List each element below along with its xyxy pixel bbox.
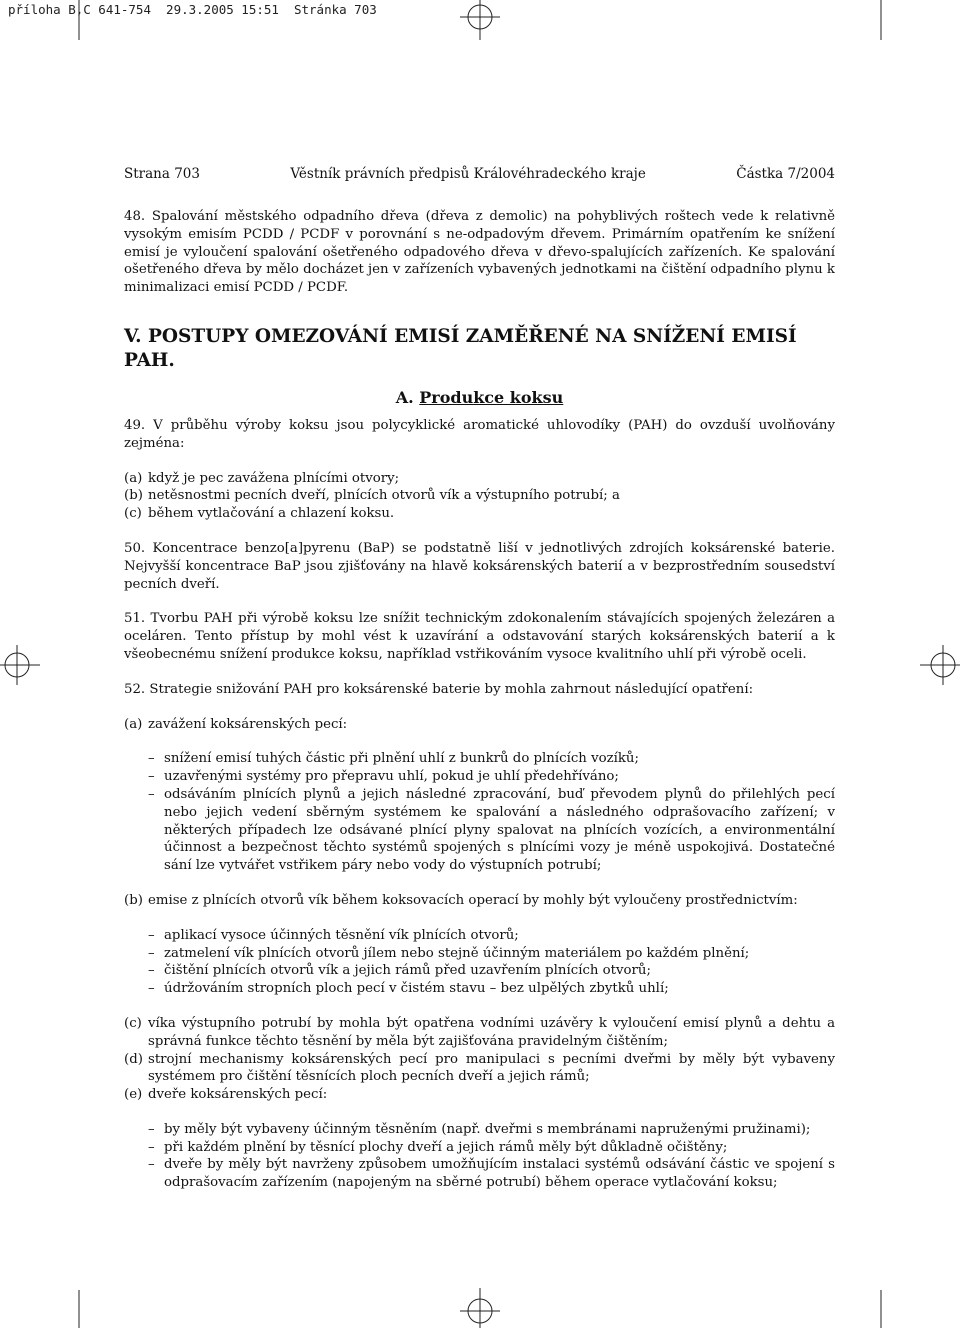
bullet-dash: – <box>148 927 155 943</box>
crop-mark-bottom-left <box>78 1290 80 1328</box>
paragraph-50: 50. Koncentrace benzo[a]pyrenu (BaP) se podstatně liší v jednotlivých zdrojích koksárenské baterie. Nejvyšší koncentrace BaP jsou zjišťovány na hlavě koksárenských baterií a v bezprostředním sousedství pecních dveří. <box>124 540 835 592</box>
bullet-dash: – <box>148 786 155 802</box>
list-label: (a) <box>124 716 143 732</box>
bullet-text: odsáváním plnících plynů a jejich následné zpracování, buď převodem plynů do přilehlých pecí nebo jejich vedení sběrným systémem ke spalování a následného odprašovacího zařízení; v některých případech lze odsávané plnící plyny spalovat na plnících vozících, a environmentální účinnost a bezpečnost těchto systémů spojených s plnícími vozy je méně uspokojivá. Dostatečné sání lze vytvářet vstřikem páry nebo vody do výstupních potrubí; <box>164 786 835 874</box>
bullet-text: aplikací vysoce účinných těsnění vík plnících otvorů; <box>164 927 519 943</box>
bullet-text: snížení emisí tuhých částic při plnění uhlí z bunkrů do plnících vozíků; <box>164 751 639 767</box>
list-item <box>124 470 835 488</box>
header-page-number: Strana 703 <box>124 166 200 182</box>
registration-mark-top <box>455 0 505 42</box>
crop-mark-top-left <box>78 0 80 40</box>
list-item <box>124 892 835 910</box>
bullet-item <box>124 786 835 875</box>
list-text: strojní mechanismy koksárenských pecí pro manipulaci s pecními dveřmi by měly být vybaveny systémem pro čištění těsnících ploch pecních dveří a jejich rámů; <box>148 1051 835 1085</box>
list-label: (c) <box>124 1015 142 1031</box>
bullet-text: při každém plnění by těsnící plochy dveří a jejich rámů měly být důkladně očištěny; <box>164 1139 728 1155</box>
list-label: (d) <box>124 1051 143 1067</box>
registration-mark-bottom <box>455 1286 505 1328</box>
registration-mark-left <box>0 640 42 690</box>
bullet-dash: – <box>148 981 155 997</box>
bullet-text: uzavřenými systémy pro přepravu uhlí, pokud je uhlí předehříváno; <box>164 769 619 785</box>
header-issue: Částka 7/2004 <box>736 166 835 182</box>
document-body <box>124 208 835 1192</box>
list-item <box>124 505 835 523</box>
bullet-item <box>124 927 835 945</box>
section-title: V. POSTUPY OMEZOVÁNÍ EMISÍ ZAMĚŘENÉ NA SNÍŽENÍ EMISÍ PAH. <box>124 325 797 371</box>
list-label: (b) <box>124 892 143 908</box>
header-publication-title: Věstník právních předpisů Královéhradeckého kraje <box>290 166 646 182</box>
bullet-dash: – <box>148 769 155 785</box>
subsection-title <box>124 387 835 409</box>
bullet-dash: – <box>148 1121 155 1137</box>
list-text: netěsnostmi pecních dveří, plnících otvorů vík a výstupního potrubí; a <box>148 488 620 504</box>
list-item <box>124 487 835 505</box>
paragraph-52: 52. Strategie snižování PAH pro koksárenské baterie by mohla zahrnout následující opatření: <box>124 681 754 697</box>
list-label: (c) <box>124 506 142 522</box>
list-label: (e) <box>124 1087 143 1103</box>
list-text: víka výstupního potrubí by mohla být opatřena vodními uzávěry k vyloučení emisí plynů a dehtu a správná funkce těchto těsnění by měla být zajišťována pravidelným čištěním; <box>148 1015 835 1049</box>
list-label: (b) <box>124 488 143 504</box>
bullet-item <box>124 768 835 786</box>
list-text: emise z plnících otvorů vík během koksovacích operací by mohly být vyloučeny prostřednictvím: <box>148 892 798 908</box>
bullet-dash: – <box>148 1139 155 1155</box>
bullet-dash: – <box>148 945 155 961</box>
paragraph-48: 48. Spalování městského odpadního dřeva (dřeva z demolic) na pohyblivých roštech vede k relativně vysokým emisím PCDD / PCDF v porovnání s ne-odpadovým dřevem. Primárním opatřením ke snížení emisí je vyloučení spalování ošetřeného odpadového dřeva v dřevo-spalujících zařízeních. Ke spalování ošetřeného dřeva by mělo docházet jen v zařízeních vybavených jednotkami na čištění odpadního plynu k minimalizaci emisí PCDD / PCDF. <box>124 209 835 296</box>
list-item <box>124 1086 835 1104</box>
list-item <box>124 716 835 734</box>
bullet-item <box>124 945 835 963</box>
list-text: když je pec zavážena plnícími otvory; <box>148 470 400 486</box>
crop-mark-top-right <box>880 0 882 40</box>
bullet-dash: – <box>148 963 155 979</box>
bullet-item <box>124 750 835 768</box>
bullet-text: údržováním stropních ploch pecí v čistém stavu – bez ulpělých zbytků uhlí; <box>164 981 669 997</box>
bullet-item <box>124 1139 835 1157</box>
bullet-item <box>124 1121 835 1139</box>
subsection-letter: A. <box>395 387 414 407</box>
list-item <box>124 1051 835 1087</box>
paragraph-49: 49. V průběhu výroby koksu jsou polycyklické aromatické uhlovodíky (PAH) do ovzduší uvolňovány zejména: <box>124 417 835 451</box>
list-text: dveře koksárenských pecí: <box>148 1087 328 1103</box>
bullet-text: zatmelení vík plnících otvorů jílem nebo stejně účinným materiálem po každém plnění; <box>164 945 750 961</box>
crop-mark-bottom-right <box>880 1290 882 1328</box>
bullet-dash: – <box>148 1157 155 1173</box>
registration-mark-right <box>918 640 960 690</box>
subsection-name: Produkce koksu <box>419 387 564 407</box>
bullet-item <box>124 980 835 998</box>
bullet-item <box>124 962 835 980</box>
paragraph-51: 51. Tvorbu PAH při výrobě koksu lze snížit technickým zdokonalením stávajících spojených železáren a oceláren. Tento přístup by mohl vést k uzavírání a odstavování starých koksárenských baterií a k všeobecnému snížení produkce koksu, například vstřikováním vysoce kvalitního uhlí při výrobě oceli. <box>124 611 835 662</box>
print-slug: příloha B,C 641-754 29.3.2005 15:51 Stránka 703 <box>8 2 377 17</box>
list-label: (a) <box>124 470 143 486</box>
bullet-item <box>124 1156 835 1192</box>
running-header <box>124 166 835 182</box>
list-text: během vytlačování a chlazení koksu. <box>148 506 395 522</box>
bullet-text: čištění plnících otvorů vík a jejich rámů před uzavřením plnících otvorů; <box>164 963 651 979</box>
list-text: zavážení koksárenských pecí: <box>148 716 348 732</box>
bullet-dash: – <box>148 751 155 767</box>
bullet-text: dveře by měly být navrženy způsobem umožňujícím instalaci systémů odsávání částic ve spojení s odprašovacím zařízením (napojeným na sběrné potrubí) během operace vytlačování koksu; <box>164 1157 835 1191</box>
list-item <box>124 1015 835 1051</box>
bullet-text: by měly být vybaveny účinným těsněním (např. dveřmi s membránami napruženými pružinami); <box>164 1121 811 1137</box>
